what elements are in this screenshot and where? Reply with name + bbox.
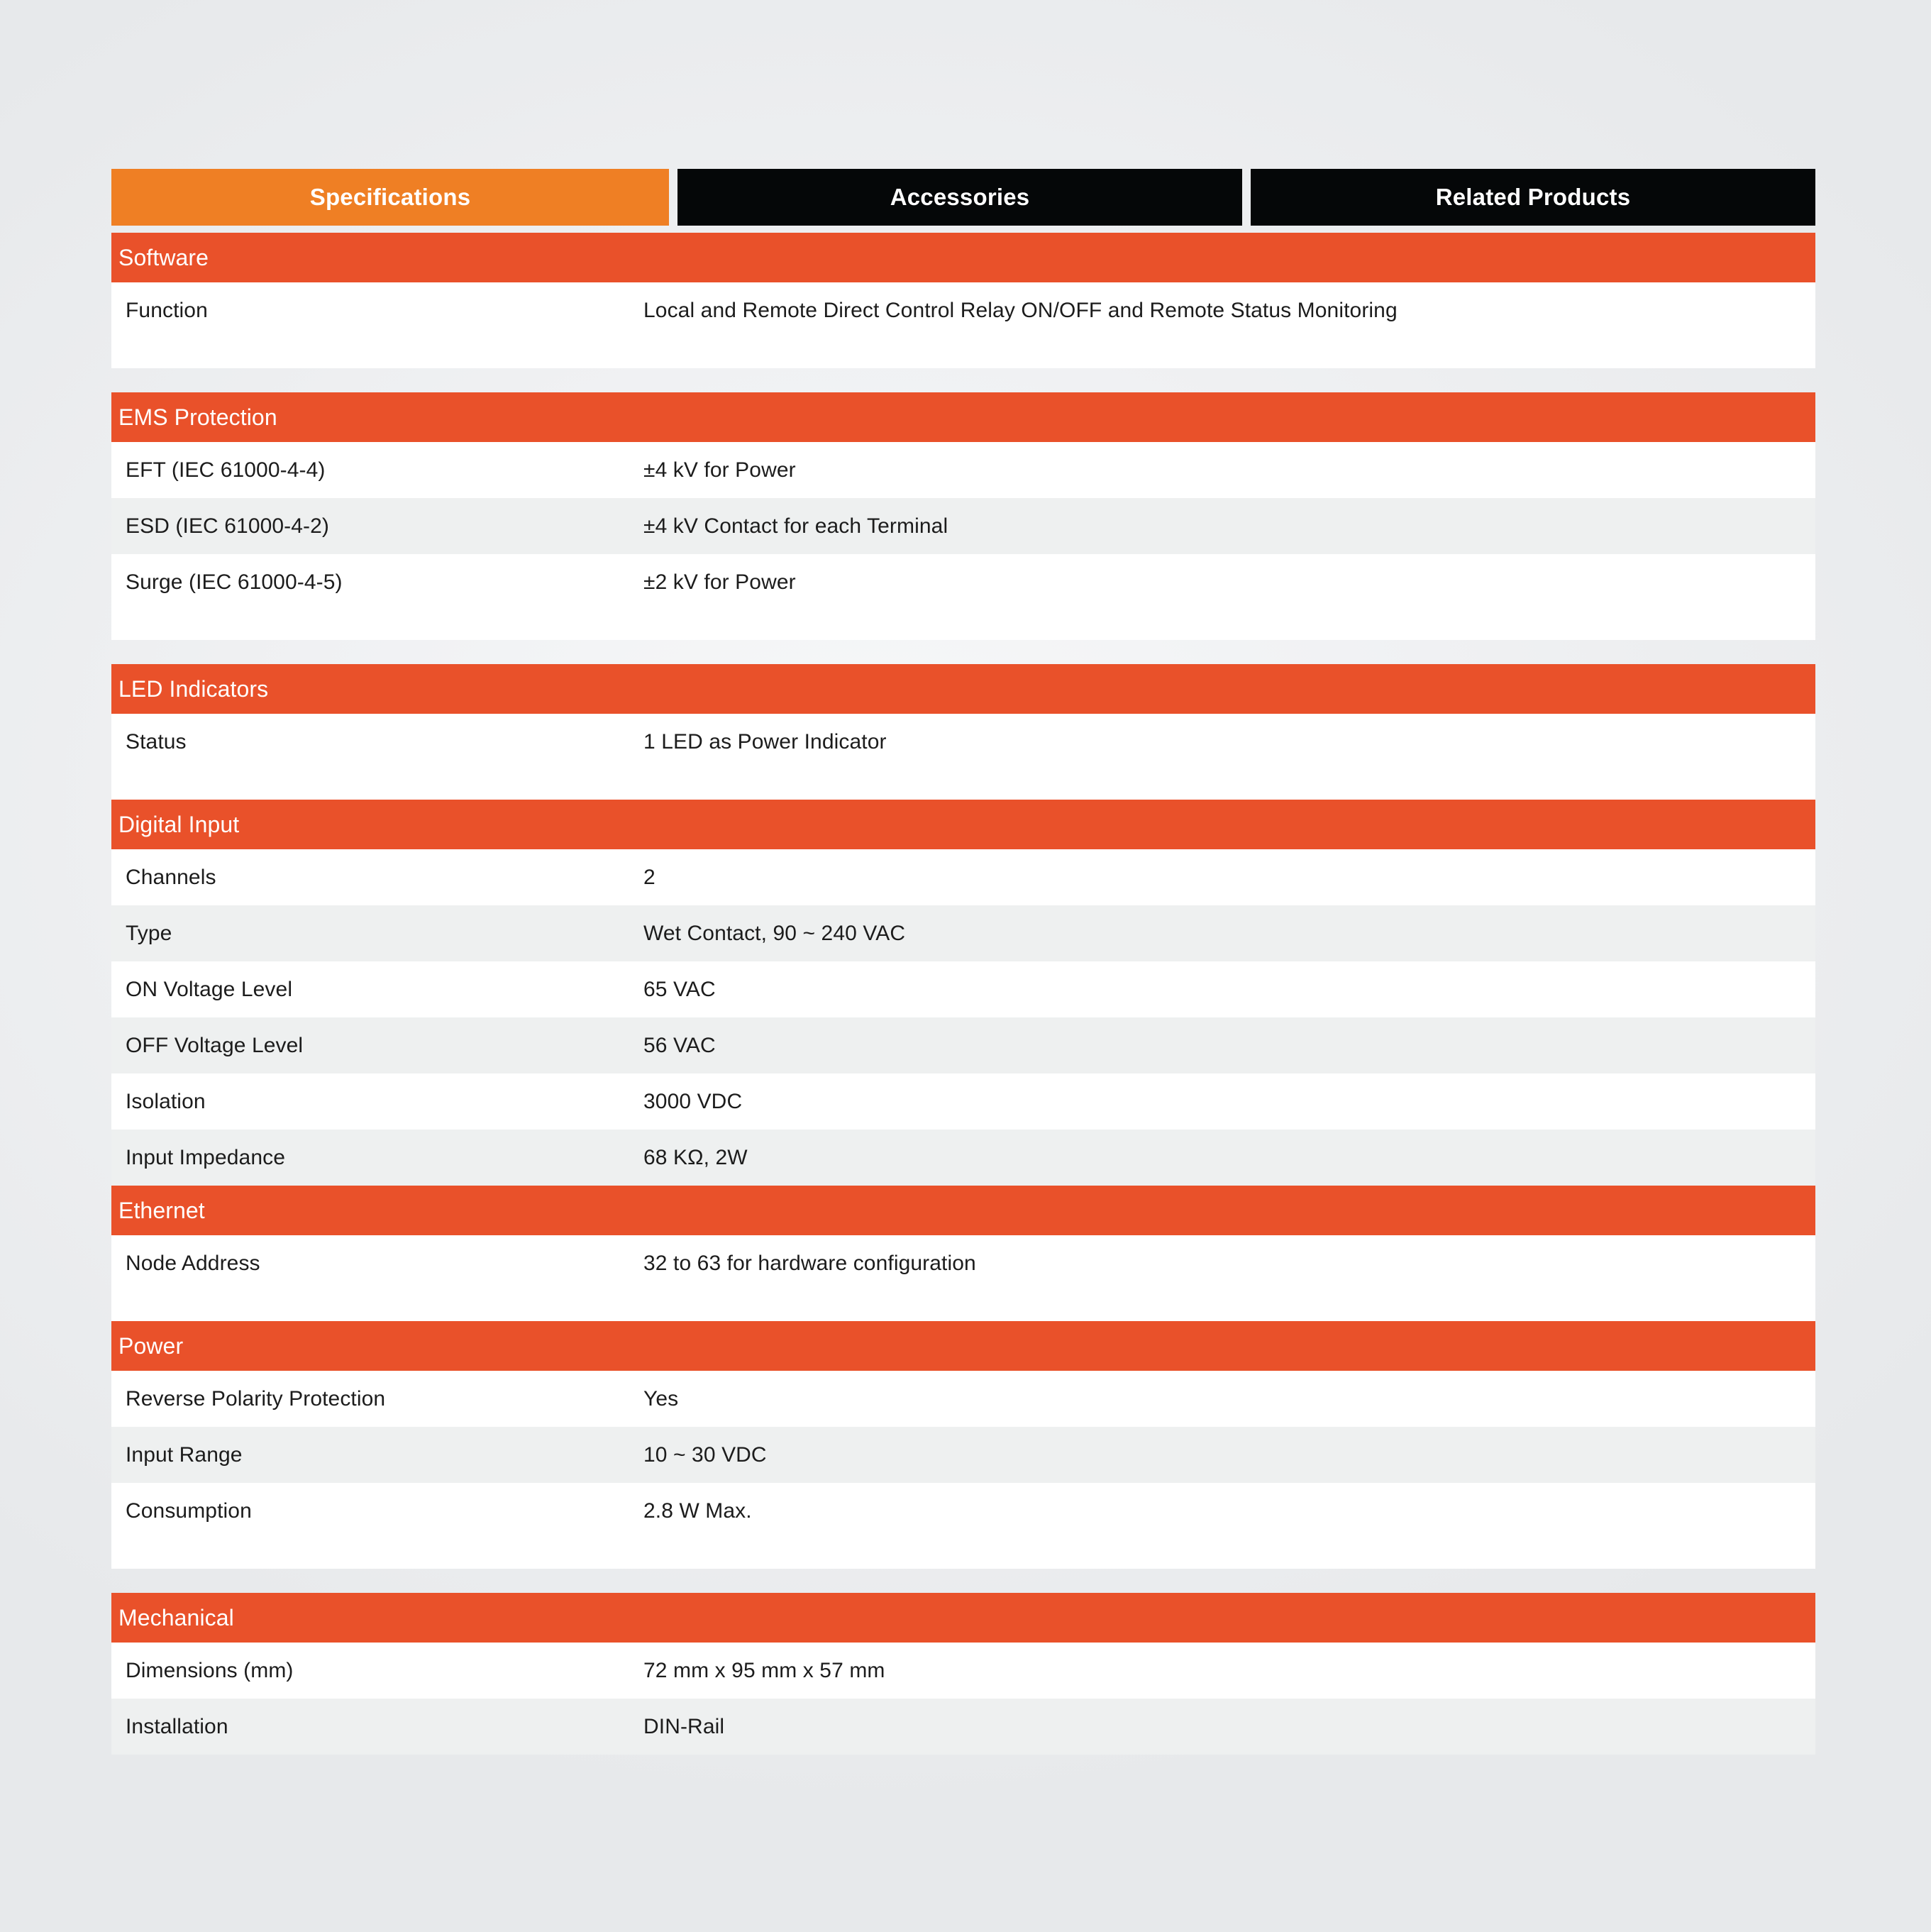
- row-value: 72 mm x 95 mm x 57 mm: [643, 1658, 885, 1682]
- row-label: Installation: [126, 1714, 228, 1738]
- row-value: 65 VAC: [643, 977, 716, 1001]
- row-value: 56 VAC: [643, 1033, 716, 1057]
- table-row: [111, 961, 1815, 1017]
- spec-sheet: [111, 169, 1815, 1755]
- specifications-table: [111, 233, 1815, 1755]
- tab-bar: [111, 169, 1815, 226]
- section-spacer: [111, 1291, 1815, 1321]
- section-header: [111, 664, 1815, 714]
- section-rows: [111, 714, 1815, 770]
- table-row: [111, 1371, 1815, 1427]
- section-header: [111, 1186, 1815, 1235]
- row-value: Wet Contact, 90 ~ 240 VAC: [643, 921, 906, 945]
- table-row: [111, 1073, 1815, 1130]
- section-spacer: [111, 770, 1815, 800]
- table-row: [111, 1483, 1815, 1539]
- table-row: [111, 1130, 1815, 1186]
- section-title: Digital Input: [118, 811, 240, 837]
- row-value: 1 LED as Power Indicator: [643, 729, 887, 754]
- section-title: Mechanical: [118, 1604, 234, 1630]
- row-value: 32 to 63 for hardware configuration: [643, 1251, 976, 1275]
- section-title: Ethernet: [118, 1197, 205, 1223]
- row-value: ±4 kV Contact for each Terminal: [643, 514, 948, 538]
- table-row: [111, 1235, 1815, 1291]
- row-label: Isolation: [126, 1089, 206, 1113]
- section-rows: [111, 442, 1815, 610]
- table-row: [111, 1699, 1815, 1755]
- row-value: Yes: [643, 1386, 679, 1411]
- table-row: [111, 1017, 1815, 1073]
- section-header: [111, 800, 1815, 849]
- table-row: [111, 1643, 1815, 1699]
- spec-section: [111, 800, 1815, 1186]
- tab-related-products[interactable]: [1251, 169, 1815, 226]
- tab-related-products-label: Related Products: [1435, 184, 1631, 210]
- section-title: Software: [118, 244, 209, 270]
- row-label: Dimensions (mm): [126, 1658, 294, 1682]
- table-row: [111, 1427, 1815, 1483]
- spec-section: [111, 1593, 1815, 1755]
- row-value: DIN-Rail: [643, 1714, 725, 1738]
- spec-section: [111, 392, 1815, 640]
- section-header: [111, 1593, 1815, 1643]
- section-title: LED Indicators: [118, 675, 269, 702]
- section-rows: [111, 1643, 1815, 1755]
- section-rows: [111, 1235, 1815, 1291]
- table-row: [111, 554, 1815, 610]
- row-label: EFT (IEC 61000-4-4): [126, 458, 326, 482]
- row-label: Node Address: [126, 1251, 260, 1275]
- row-value: Local and Remote Direct Control Relay ON/OFF and Remote Status Monitoring: [643, 298, 1398, 322]
- row-label: ON Voltage Level: [126, 977, 293, 1001]
- row-label: Function: [126, 298, 208, 322]
- table-row: [111, 714, 1815, 770]
- section-spacer: [111, 338, 1815, 368]
- spec-section: [111, 1321, 1815, 1569]
- row-value: 2: [643, 865, 655, 889]
- row-value: 3000 VDC: [643, 1089, 743, 1113]
- tab-specifications-label: Specifications: [309, 184, 471, 210]
- section-header: [111, 233, 1815, 282]
- section-header: [111, 392, 1815, 442]
- table-row: [111, 498, 1815, 554]
- section-spacer: [111, 610, 1815, 640]
- section-header: [111, 1321, 1815, 1371]
- table-row: [111, 282, 1815, 338]
- section-title: Power: [118, 1332, 184, 1359]
- row-value: 68 KΩ, 2W: [643, 1145, 748, 1169]
- tab-specifications[interactable]: [111, 169, 669, 226]
- row-label: Input Impedance: [126, 1145, 285, 1169]
- section-rows: [111, 282, 1815, 338]
- tab-accessories[interactable]: [677, 169, 1242, 226]
- row-label: Status: [126, 729, 187, 754]
- row-label: OFF Voltage Level: [126, 1033, 304, 1057]
- row-value: ±2 kV for Power: [643, 570, 796, 594]
- row-label: Type: [126, 921, 172, 945]
- row-value: 2.8 W Max.: [643, 1498, 752, 1523]
- table-row: [111, 442, 1815, 498]
- row-value: ±4 kV for Power: [643, 458, 796, 482]
- section-rows: [111, 1371, 1815, 1539]
- tab-accessories-label: Accessories: [890, 184, 1030, 210]
- row-label: Consumption: [126, 1498, 252, 1523]
- section-spacer: [111, 1539, 1815, 1569]
- table-row: [111, 849, 1815, 905]
- row-label: Channels: [126, 865, 216, 889]
- row-label: ESD (IEC 61000-4-2): [126, 514, 330, 538]
- row-value: 10 ~ 30 VDC: [643, 1442, 767, 1467]
- spec-section: [111, 664, 1815, 800]
- row-label: Reverse Polarity Protection: [126, 1386, 386, 1411]
- section-rows: [111, 849, 1815, 1186]
- spec-section: [111, 1186, 1815, 1321]
- section-title: EMS Protection: [118, 404, 277, 430]
- table-row: [111, 905, 1815, 961]
- row-label: Surge (IEC 61000-4-5): [126, 570, 343, 594]
- spec-section: [111, 233, 1815, 368]
- row-label: Input Range: [126, 1442, 243, 1467]
